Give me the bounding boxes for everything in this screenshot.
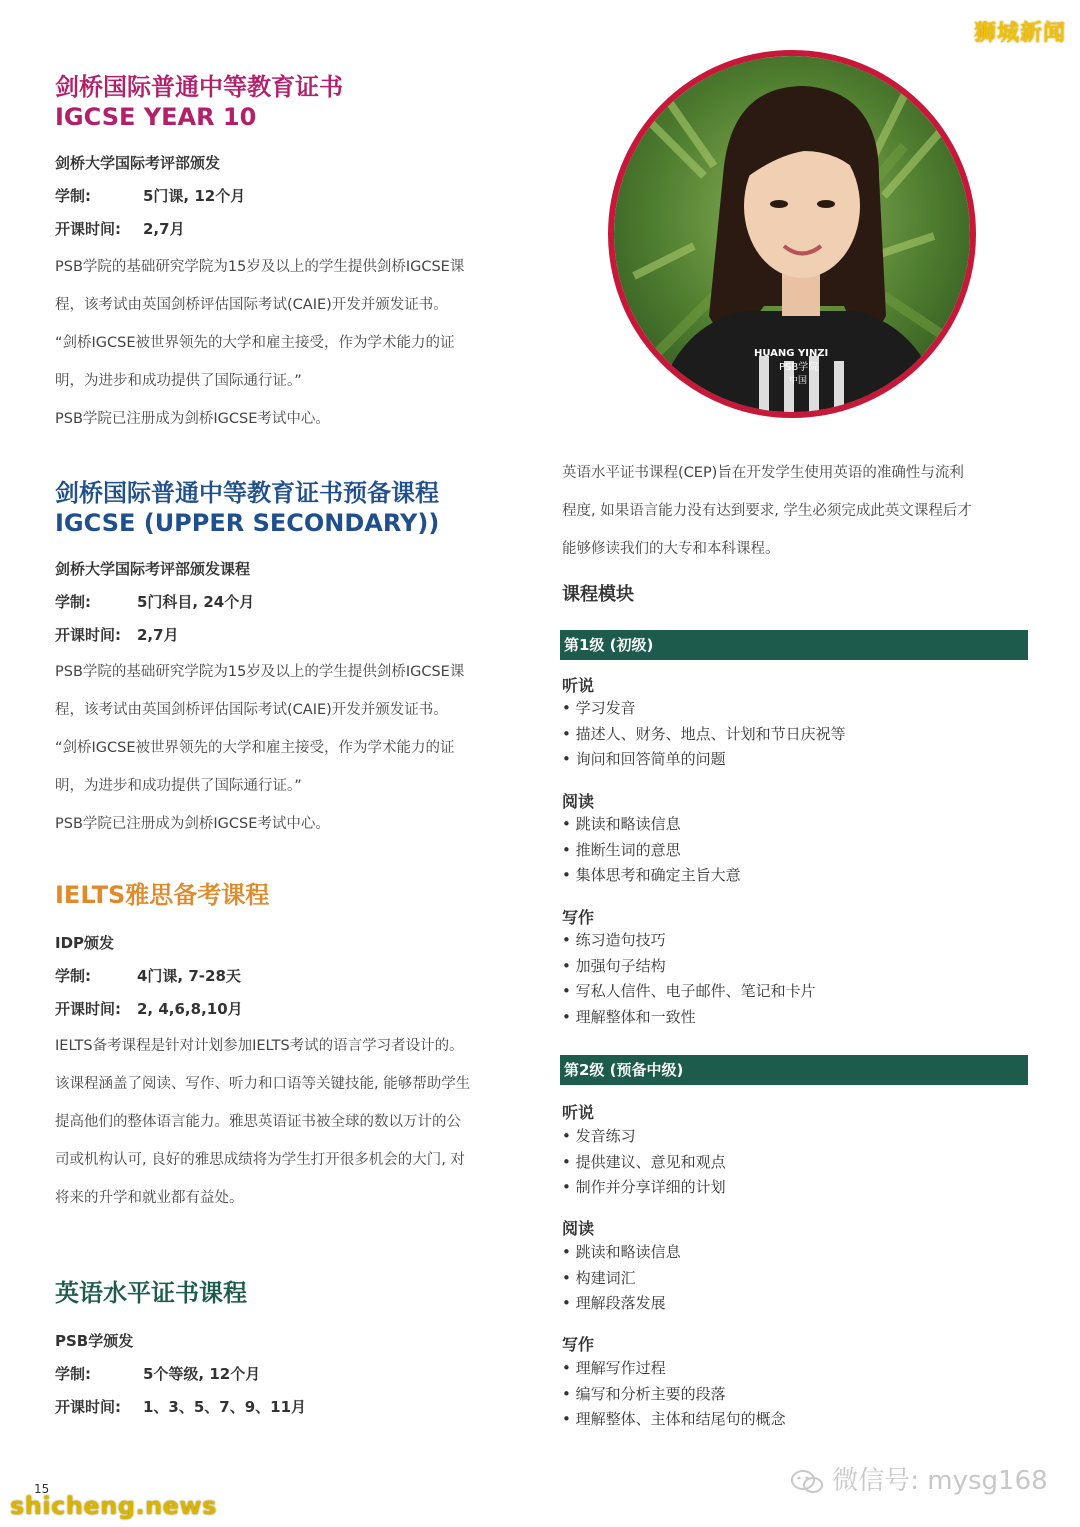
list-item: • 构建词汇 [562,1266,681,1292]
level2-bar [560,1055,1028,1085]
list-item: • 询问和回答简单的问题 [562,747,846,773]
level1-read-list [562,812,741,889]
igcse10-duration [55,185,245,206]
ielts-intake [55,998,243,1019]
cep-issuer: PSB学颁发 [55,1332,134,1350]
paragraph-line: 程，该考试由英国剑桥评估国际考试(CAIE)开发并颁发证书。 [55,297,448,313]
watermark-top-right: 狮城新闻 [973,21,1066,46]
list-item: • 加强句子结构 [562,954,816,980]
ielts-issuer: IDP颁发 [55,934,115,952]
list-item: • 理解写作过程 [562,1356,786,1382]
duration-label: 学制: [55,593,91,611]
level2-read-title: 阅读 [562,1219,595,1238]
ielts-duration [55,965,241,986]
level1-write-list [562,928,816,1030]
list-item: • 练习造句技巧 [562,928,816,954]
paragraph-line: 英语水平证书课程(CEP)旨在开发学生使用英语的准确性与流利 [562,465,964,481]
intake-label: 开课时间: [55,220,121,238]
igcse10-heading [55,72,343,132]
paragraph-line: 司或机构认可, 良好的雅思成绩将为学生打开很多机会的大门, 对 [55,1152,465,1168]
paragraph-line: 明，为进步和成功提供了国际通行证。” [55,778,302,794]
duration-value: 5门科目, 24个月 [137,593,255,611]
duration-value: 5门课, 12个月 [143,187,246,205]
list-item: • 理解整体和一致性 [562,1005,816,1031]
intake-value: 1、3、5、7、9、11月 [143,1398,307,1416]
intake-value: 2, 4,6,8,10月 [137,1000,243,1018]
level1-bar-label: 第1级 (初级) [564,636,654,654]
paragraph-line: IELTS备考课程是针对计划参加IELTS考试的语言学习者设计的。 [55,1038,464,1054]
paragraph-line: 程度, 如果语言能力没有达到要求, 学生必须完成此英文课程后才 [562,503,972,519]
igcse-upper-title-en: IGCSE (UPPER SECONDARY)) [55,509,440,537]
intake-label: 开课时间: [55,626,121,644]
intake-value: 2,7月 [143,220,185,238]
level1-write-title: 写作 [562,908,595,927]
intake-label: 开课时间: [55,1000,121,1018]
level2-read-list [562,1240,681,1317]
duration-value: 5个等级, 12个月 [143,1365,261,1383]
duration-label: 学制: [55,1365,91,1383]
igcse-upper-title-cn: 剑桥国际普通中等教育证书预备课程 [55,479,439,507]
duration-label: 学制: [55,967,91,985]
igcse10-title-cn: 剑桥国际普通中等教育证书 [55,73,343,101]
page-number: 15 [34,1482,50,1496]
igcse-upper-issuer: 剑桥大学国际考评部颁发课程 [55,560,251,578]
level2-write-title: 写作 [562,1335,595,1354]
igcse10-issuer: 剑桥大学国际考评部颁发 [55,154,221,172]
wechat-watermark [790,1460,1048,1497]
igcse10-title-en: IGCSE YEAR 10 [55,103,257,131]
level2-listen-title: 听说 [562,1103,595,1122]
level1-listen-title: 听说 [562,676,595,695]
paragraph-line: “剑桥IGCSE被世界领先的大学和雇主接受，作为学术能力的证 [55,335,455,351]
paragraph-line: PSB学院的基础研究学院为15岁及以上的学生提供剑桥IGCSE课 [55,259,465,275]
paragraph-line: PSB学院已注册成为剑桥IGCSE考试中心。 [55,411,330,427]
cep-intro [562,454,1042,568]
paragraph-line: 明，为进步和成功提供了国际通行证。” [55,373,302,389]
list-item: • 理解整体、主体和结尾句的概念 [562,1407,786,1433]
igcse10-intake [55,218,185,239]
list-item: • 推断生词的意思 [562,838,741,864]
igcse-upper-heading [55,478,439,538]
paragraph-line: 能够修读我们的大专和本科课程。 [562,541,780,557]
shirt-text-2: PSB学院 [779,362,819,373]
level2-write-list [562,1356,786,1433]
cep-intake [55,1396,306,1417]
level2-listen-list [562,1124,726,1201]
list-item: • 写私人信件、电子邮件、笔记和卡片 [562,979,816,1005]
ielts-description [55,1027,535,1217]
site-watermark: shicheng.news [10,1492,217,1520]
list-item: • 提供建议、意见和观点 [562,1150,726,1176]
intake-value: 2,7月 [137,626,179,644]
list-item: • 学习发音 [562,696,846,722]
paragraph-line: PSB学院的基础研究学院为15岁及以上的学生提供剑桥IGCSE课 [55,664,465,680]
shirt-text-1: HUANG YINZI [754,348,829,359]
list-item: • 集体思考和确定主旨大意 [562,863,741,889]
wechat-icon [790,1469,824,1495]
intake-label: 开课时间: [55,1398,121,1416]
paragraph-line: “剑桥IGCSE被世界领先的大学和雇主接受，作为学术能力的证 [55,740,455,756]
list-item: • 理解段落发展 [562,1291,681,1317]
paragraph-line: 程，该考试由英国剑桥评估国际考试(CAIE)开发并颁发证书。 [55,702,448,718]
list-item: • 发音练习 [562,1124,726,1150]
igcse-upper-duration [55,591,254,612]
wechat-id: 微信号: mysg168 [832,1466,1048,1496]
list-item: • 制作并分享详细的计划 [562,1175,726,1201]
cep-duration [55,1363,260,1384]
level1-read-title: 阅读 [562,792,595,811]
igcse-upper-description [55,653,525,843]
list-item: • 编写和分析主要的段落 [562,1382,786,1408]
modules-title: 课程模块 [562,584,634,605]
ielts-title: IELTS雅思备考课程 [55,881,270,909]
level2-bar-label: 第2级 (预备中级) [564,1061,684,1079]
list-item: • 跳读和略读信息 [562,812,741,838]
portrait-illustration [614,56,970,412]
igcse10-description [55,248,525,438]
igcse-upper-intake [55,624,179,645]
shirt-text-3: 中国 [789,376,808,386]
list-item: • 描述人、财务、地点、计划和节日庆祝等 [562,722,846,748]
duration-value: 4门课, 7-28天 [137,967,241,985]
cep-title: 英语水平证书课程 [55,1279,247,1307]
paragraph-line: 该课程涵盖了阅读、写作、听力和口语等关键技能, 能够帮助学生 [55,1076,471,1092]
level1-bar [560,630,1028,660]
level1-listen-list [562,696,846,773]
duration-label: 学制: [55,187,91,205]
paragraph-line: 将来的升学和就业都有益处。 [55,1190,244,1206]
paragraph-line: PSB学院已注册成为剑桥IGCSE考试中心。 [55,816,330,832]
paragraph-line: 提高他们的整体语言能力。雅思英语证书被全球的数以万计的公 [55,1114,461,1130]
student-portrait [608,50,976,418]
list-item: • 跳读和略读信息 [562,1240,681,1266]
